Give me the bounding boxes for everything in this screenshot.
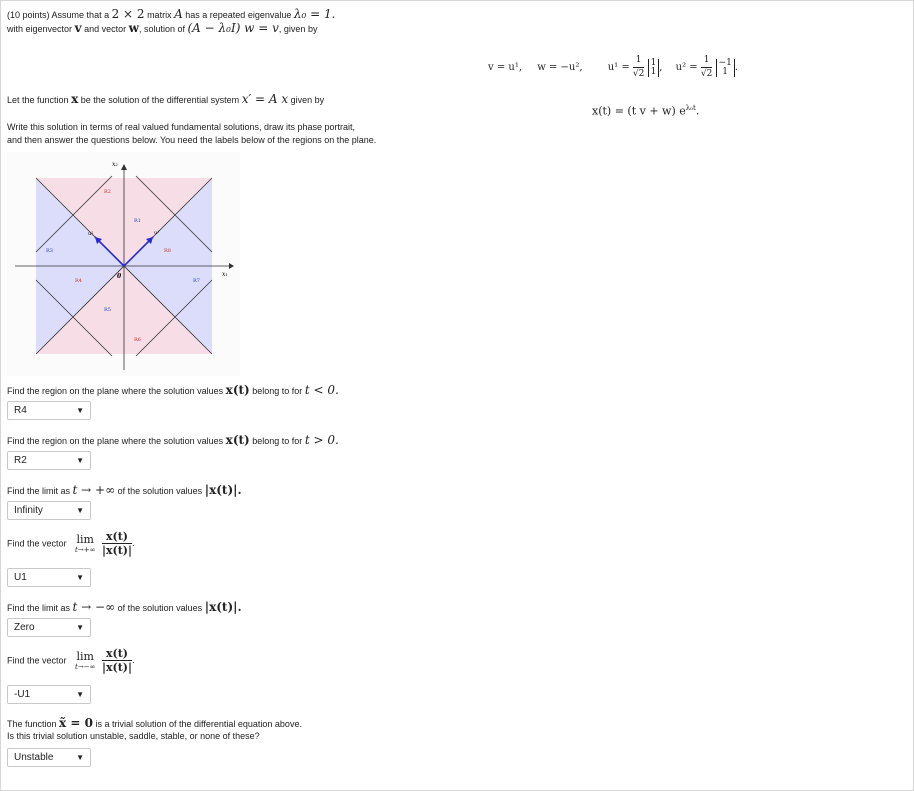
formula-end: . bbox=[695, 104, 700, 118]
question-expr: |x(t)|. bbox=[204, 600, 242, 614]
question-2 bbox=[7, 433, 339, 447]
question-expr: |x(t)|. bbox=[204, 483, 242, 497]
u1-matrix bbox=[648, 57, 663, 77]
matrix-dims: 2 × 2 bbox=[111, 7, 145, 21]
limit-operator bbox=[75, 534, 95, 554]
question-1 bbox=[7, 383, 339, 397]
answer-select-3[interactable] bbox=[7, 501, 91, 520]
answer-select-1[interactable] bbox=[7, 401, 91, 420]
period: . bbox=[132, 654, 135, 665]
system-eq: x′ = A x bbox=[241, 92, 289, 106]
unit-vector-fraction bbox=[102, 530, 132, 557]
lim-subscript: t→+∞ bbox=[75, 545, 96, 554]
question-condition: t → +∞ bbox=[72, 483, 116, 497]
question-condition: t > 0. bbox=[304, 433, 339, 447]
answer-select-5[interactable] bbox=[7, 618, 91, 637]
question-text: belong to for bbox=[252, 386, 303, 396]
selected-value: Unstable bbox=[14, 752, 54, 763]
question-text: Find the region on the plane where the solution values bbox=[7, 386, 224, 396]
u1-bot: 1 bbox=[650, 66, 657, 77]
frac-den: |x(t)| bbox=[101, 544, 132, 557]
region-label-r8: R8 bbox=[164, 248, 171, 254]
question-text: Find the limit as bbox=[7, 603, 71, 613]
solution-formula bbox=[592, 104, 699, 118]
region-label-r6: R6 bbox=[134, 337, 141, 343]
selected-value: U1 bbox=[14, 572, 27, 583]
solution-text: Let the function bbox=[7, 95, 69, 105]
solution-text: be the solution of the differential system bbox=[80, 95, 240, 105]
formula-main: x(t) = (t v + w) e bbox=[592, 104, 686, 118]
u1-top: 1 bbox=[650, 57, 657, 68]
v-equation: v = u¹, bbox=[488, 62, 523, 73]
question-text: belong to for bbox=[252, 436, 303, 446]
lim-subscript: t→−∞ bbox=[75, 662, 96, 671]
generalized-eq: (A − λ₀I) w = v bbox=[187, 21, 279, 35]
u1-lhs: u¹ = bbox=[607, 62, 630, 73]
comma: , bbox=[659, 62, 663, 73]
u2-matrix bbox=[716, 59, 735, 77]
solution-text: given by bbox=[290, 95, 325, 105]
question-text: Find the vector bbox=[7, 655, 67, 666]
problem-header-line2 bbox=[7, 21, 317, 35]
frac-den: √2 bbox=[700, 69, 713, 79]
selected-value: Infinity bbox=[14, 505, 43, 516]
frac-num: 1 bbox=[701, 54, 712, 68]
instructions-line2: and then answer the questions below. You need the labels below of the regions on the plane. bbox=[7, 135, 377, 145]
w-equation: w = −u², bbox=[537, 62, 583, 73]
header-text: matrix bbox=[147, 10, 172, 20]
u2-bot: 1 bbox=[722, 66, 729, 77]
final-question-line1 bbox=[7, 716, 302, 730]
period: . bbox=[734, 62, 738, 73]
origin-label: 0 bbox=[117, 273, 122, 280]
chevron-down-icon: ▼ bbox=[76, 623, 84, 632]
question-text: Find the limit as bbox=[7, 486, 71, 496]
question-4 bbox=[7, 530, 135, 557]
answer-select-6[interactable] bbox=[7, 685, 91, 704]
selected-value: R2 bbox=[14, 455, 27, 466]
inv-sqrt2 bbox=[701, 54, 712, 81]
formula-exponent: λ₀t bbox=[685, 104, 696, 112]
answer-select-4[interactable] bbox=[7, 568, 91, 587]
answer-select-2[interactable] bbox=[7, 451, 91, 470]
question-3 bbox=[7, 483, 242, 497]
chevron-down-icon: ▼ bbox=[76, 406, 84, 415]
question-expr: x(t) bbox=[225, 383, 250, 397]
region-label-r1: R1 bbox=[134, 218, 141, 224]
u2-lhs: u² = bbox=[675, 62, 698, 73]
question-text: The function bbox=[7, 719, 57, 729]
vector-definitions bbox=[488, 54, 738, 81]
header-text: with eigenvector bbox=[7, 24, 73, 34]
selected-value: -U1 bbox=[14, 689, 31, 700]
question-text: of the solution values bbox=[117, 603, 203, 613]
problem-header-line1 bbox=[7, 7, 335, 21]
instructions-line1: Write this solution in terms of real valued fundamental solutions, draw its phase portrait, bbox=[7, 122, 356, 132]
frac-num: x(t) bbox=[102, 530, 132, 544]
region-label-r2: R2 bbox=[104, 189, 111, 195]
chevron-down-icon: ▼ bbox=[76, 456, 84, 465]
region-label-r3: R3 bbox=[46, 248, 53, 254]
header-text: , solution of bbox=[138, 24, 185, 34]
header-text: , given by bbox=[278, 24, 318, 34]
limit-operator bbox=[75, 651, 95, 671]
chevron-down-icon: ▼ bbox=[76, 753, 84, 762]
frac-num: x(t) bbox=[102, 647, 132, 661]
question-condition: t → −∞ bbox=[72, 600, 116, 614]
question-5 bbox=[7, 600, 242, 614]
region-label-r7: R7 bbox=[193, 278, 200, 284]
question-6 bbox=[7, 647, 135, 674]
question-expr: x(t) bbox=[225, 433, 250, 447]
u2-label: u² bbox=[88, 231, 94, 237]
question-text: of the solution values bbox=[117, 486, 203, 496]
solution-definition bbox=[7, 92, 324, 106]
u1-label: u¹ bbox=[154, 230, 160, 236]
frac-den: |x(t)| bbox=[101, 661, 132, 674]
matrix-symbol: A bbox=[174, 7, 183, 21]
answer-select-stability[interactable] bbox=[7, 748, 91, 767]
phase-plane-diagram bbox=[7, 152, 240, 376]
question-text: Find the region on the plane where the solution values bbox=[7, 436, 224, 446]
chevron-down-icon: ▼ bbox=[76, 506, 84, 515]
x2-axis-label: x₂ bbox=[112, 161, 118, 168]
question-text: is a trivial solution of the differential equation above. bbox=[95, 719, 302, 729]
lim-text: lim bbox=[76, 649, 94, 663]
final-question-line2: Is this trivial solution unstable, saddle, stable, or none of these? bbox=[7, 731, 260, 741]
chevron-down-icon: ▼ bbox=[76, 573, 84, 582]
eigenvalue: λ₀ = 1. bbox=[293, 7, 336, 21]
selected-value: R4 bbox=[14, 405, 27, 416]
vector-x: x bbox=[71, 92, 79, 106]
trivial-solution: x̃ = 0 bbox=[59, 716, 93, 730]
frac-den: √2 bbox=[632, 69, 645, 79]
region-label-r5: R5 bbox=[104, 307, 111, 313]
lim-text: lim bbox=[76, 532, 94, 546]
region-label-r4: R4 bbox=[75, 278, 82, 284]
question-condition: t < 0. bbox=[304, 383, 339, 397]
x1-axis-label: x₁ bbox=[222, 271, 228, 278]
chevron-down-icon: ▼ bbox=[76, 690, 84, 699]
vector-v: v bbox=[74, 21, 82, 35]
points-label: (10 points) bbox=[7, 10, 50, 20]
vector-w: w bbox=[128, 21, 139, 35]
frac-num: 1 bbox=[633, 54, 644, 68]
header-text: Assume that a bbox=[51, 10, 110, 20]
selected-value: Zero bbox=[14, 622, 35, 633]
header-text: and vector bbox=[84, 24, 127, 34]
unit-vector-fraction bbox=[102, 647, 132, 674]
period: . bbox=[132, 537, 135, 548]
header-text: has a repeated eigenvalue bbox=[185, 10, 292, 20]
inv-sqrt2 bbox=[633, 54, 644, 81]
question-text: Find the vector bbox=[7, 538, 67, 549]
u2-top: −1 bbox=[718, 57, 732, 68]
